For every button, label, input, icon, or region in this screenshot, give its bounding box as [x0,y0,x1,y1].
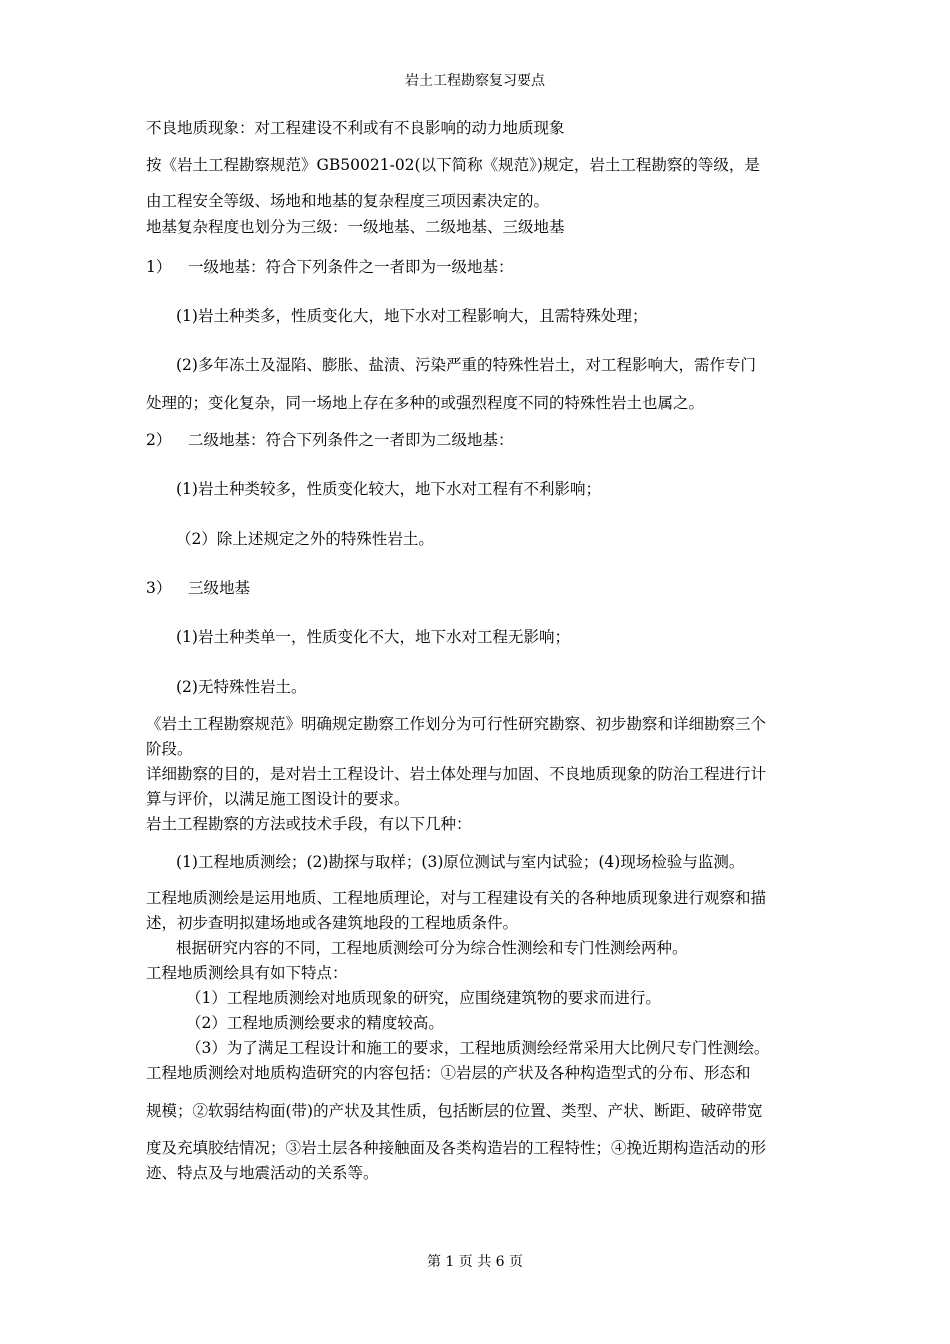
text-line: 按《岩土工程勘察规范》GB50021-02(以下简称《规范》)规定，岩土工程勘察的等级，是 [146,156,760,174]
page-footer: 第 1 页 共 6 页 [426,1254,524,1270]
list-item-text: 二级地基：符合下列条件之一者即为二级地基： [188,431,514,449]
list-number: 2） [146,431,172,449]
text-line: (1)岩土种类单一，性质变化不大，地下水对工程无影响； [176,628,570,646]
text-line: （3）为了满足工程设计和施工的要求，工程地质测绘经常采用大比例尺专门性测绘。 [186,1039,770,1057]
list-number: 1） [146,258,172,276]
text-line: 述，初步查明拟建场地或各建筑地段的工程地质条件。 [146,914,519,932]
text-line: 《岩土工程勘察规范》明确规定勘察工作划分为可行性研究勘察、初步勘察和详细勘察三个 [146,715,767,733]
text-line: (1)岩土种类多，性质变化大，地下水对工程影响大，且需特殊处理； [176,307,648,325]
text-line: 由工程安全等级、场地和地基的复杂程度三项因素决定的。 [146,192,550,210]
text-line: 地基复杂程度也划分为三级：一级地基、二级地基、三级地基 [146,218,565,236]
text-line: 工程地质测绘是运用地质、工程地质理论，对与工程建设有关的各种地质现象进行观察和描 [146,889,767,907]
text-line: 详细勘察的目的，是对岩土工程设计、岩土体处理与加固、不良地质现象的防治工程进行计 [146,765,767,783]
text-line: 岩土工程勘察的方法或技术手段，有以下几种： [146,815,472,833]
text-line: （2）除上述规定之外的特殊性岩土。 [176,530,434,548]
text-line: 工程地质测绘对地质构造研究的内容包括：①岩层的产状及各种构造型式的分布、形态和 [146,1064,751,1082]
text-line: （1）工程地质测绘对地质现象的研究，应围绕建筑物的要求而进行。 [186,989,661,1007]
list-item-text: 一级地基：符合下列条件之一者即为一级地基： [188,258,514,276]
text-line: 工程地质测绘具有如下特点： [146,964,348,982]
list-item-text: 三级地基 [188,579,251,597]
text-line: 算与评价，以满足施工图设计的要求。 [146,790,410,808]
text-line: 根据研究内容的不同，工程地质测绘可分为综合性测绘和专门性测绘两种。 [176,939,688,957]
page-header: 岩土工程勘察复习要点 [405,73,545,89]
text-line: (2)无特殊性岩土。 [176,678,307,696]
text-line: (1)岩土种类较多，性质变化较大，地下水对工程有不利影响； [176,480,601,498]
text-line: (2)多年冻土及湿陷、膨胀、盐渍、污染严重的特殊性岩土，对工程影响大，需作专门 [176,356,756,374]
text-line: （2）工程地质测绘要求的精度较高。 [186,1014,444,1032]
text-line: 迹、特点及与地震活动的关系等。 [146,1164,379,1182]
text-line: (1)工程地质测绘；(2)勘探与取样；(3)原位测试与室内试验；(4)现场检验与监测。 [176,853,745,871]
text-line: 度及充填胶结情况；③岩土层各种接触面及各类构造岩的工程特性；④挽近期构造活动的形 [146,1139,767,1157]
list-number: 3） [146,579,172,597]
text-line: 不良地质现象：对工程建设不利或有不良影响的动力地质现象 [146,119,565,137]
text-line: 阶段。 [146,740,193,758]
text-line: 规模；②软弱结构面(带)的产状及其性质，包括断层的位置、类型、产状、断距、破碎带宽 [146,1102,763,1120]
text-line: 处理的；变化复杂，同一场地上存在多种的或强烈程度不同的特殊性岩土也属之。 [146,394,705,412]
